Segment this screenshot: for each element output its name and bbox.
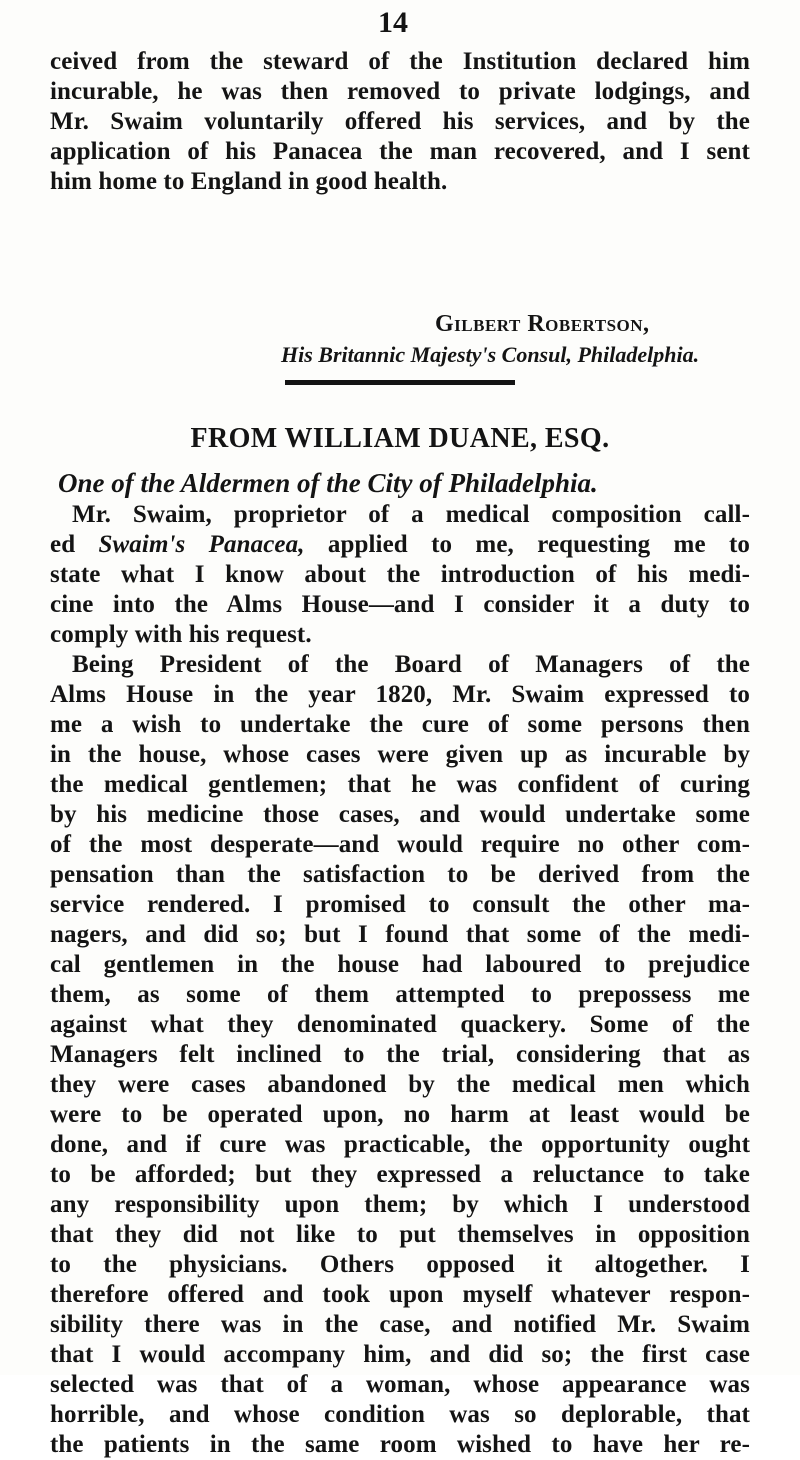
text-line: by his medicine those cases, and would undertake some bbox=[50, 801, 750, 828]
text-line: Being President of the Board of Managers of the bbox=[72, 651, 750, 678]
text-line: him home to England in good health. bbox=[50, 168, 448, 195]
text-line: cal gentlemen in the house had laboured to prejudice bbox=[50, 951, 750, 978]
text-line: service rendered. I promised to consult the other ma- bbox=[50, 891, 750, 918]
text-line: cine into the Alms House—and I consider it a duty to bbox=[50, 591, 750, 618]
text-line: any responsibility upon them; by which I understood bbox=[50, 1191, 750, 1218]
page-number: 14 bbox=[378, 6, 408, 39]
text-line: Mr. Swaim voluntarily offered his services, and by the bbox=[50, 108, 750, 135]
text-line: the medical gentlemen; that he was confident of curing bbox=[50, 771, 750, 798]
text-fragment: applied to me, requesting me to bbox=[304, 531, 750, 558]
section-subheading: One of the Aldermen of the City of Philadelphia. bbox=[58, 468, 598, 498]
text-line: them, as some of them attempted to prepossess me bbox=[50, 981, 750, 1008]
text-line: ceived from the steward of the Institution declared him bbox=[50, 48, 750, 75]
text-line: were to be operated upon, no harm at least would be bbox=[50, 1101, 750, 1128]
text-line: Alms House in the year 1820, Mr. Swaim expressed to bbox=[50, 681, 750, 708]
text-line: they were cases abandoned by the medical men which bbox=[50, 1071, 750, 1098]
text-line: application of his Panacea the man recovered, and I sent bbox=[50, 138, 750, 165]
text-line: to be afforded; but they expressed a reluctance to take bbox=[50, 1161, 750, 1188]
text-line: to the physicians. Others opposed it altogether. I bbox=[50, 1251, 750, 1278]
text-fragment: ed bbox=[50, 531, 99, 558]
text-line: incurable, he was then removed to private lodgings, and bbox=[50, 78, 750, 105]
text-line: horrible, and whose condition was so deplorable, that bbox=[50, 1401, 750, 1428]
signature-name: Gilbert Robertson, bbox=[435, 311, 650, 337]
section-heading: FROM WILLIAM DUANE, ESQ. bbox=[190, 423, 610, 454]
text-line: against what they denominated quackery. Some of the bbox=[50, 1011, 750, 1038]
text-line: of the most desperate—and would require no other com- bbox=[50, 831, 750, 858]
text-line: nagers, and did so; but I found that some of the medi- bbox=[50, 921, 750, 948]
text-line: done, and if cure was practicable, the opportunity ought bbox=[50, 1131, 750, 1158]
product-name: Swaim's Panacea, bbox=[98, 531, 305, 558]
text-line bbox=[50, 530, 750, 560]
text-line: in the house, whose cases were given up as incurable by bbox=[50, 741, 750, 768]
text-line: that they did not like to put themselves in opposition bbox=[50, 1221, 750, 1248]
text-line: me a wish to undertake the cure of some persons then bbox=[50, 711, 750, 738]
text-line: Mr. Swaim, proprietor of a medical composition call- bbox=[72, 501, 750, 528]
text-line: therefore offered and took upon myself whatever respon- bbox=[50, 1281, 750, 1308]
section-divider bbox=[285, 380, 515, 385]
text-line: comply with his request. bbox=[50, 621, 312, 648]
text-line: the patients in the same room wished to have her re- bbox=[50, 1431, 750, 1458]
signature-title: His Britannic Majesty's Consul, Philadelphia. bbox=[281, 342, 700, 367]
text-line: pensation than the satisfaction to be derived from the bbox=[50, 861, 750, 888]
text-line: Managers felt inclined to the trial, considering that as bbox=[50, 1041, 750, 1068]
text-line: selected was that of a woman, whose appearance was bbox=[50, 1371, 750, 1398]
text-line: state what I know about the introduction of his medi- bbox=[50, 561, 750, 588]
text-line: sibility there was in the case, and notified Mr. Swaim bbox=[50, 1311, 750, 1338]
text-line: that I would accompany him, and did so; the first case bbox=[50, 1341, 750, 1368]
